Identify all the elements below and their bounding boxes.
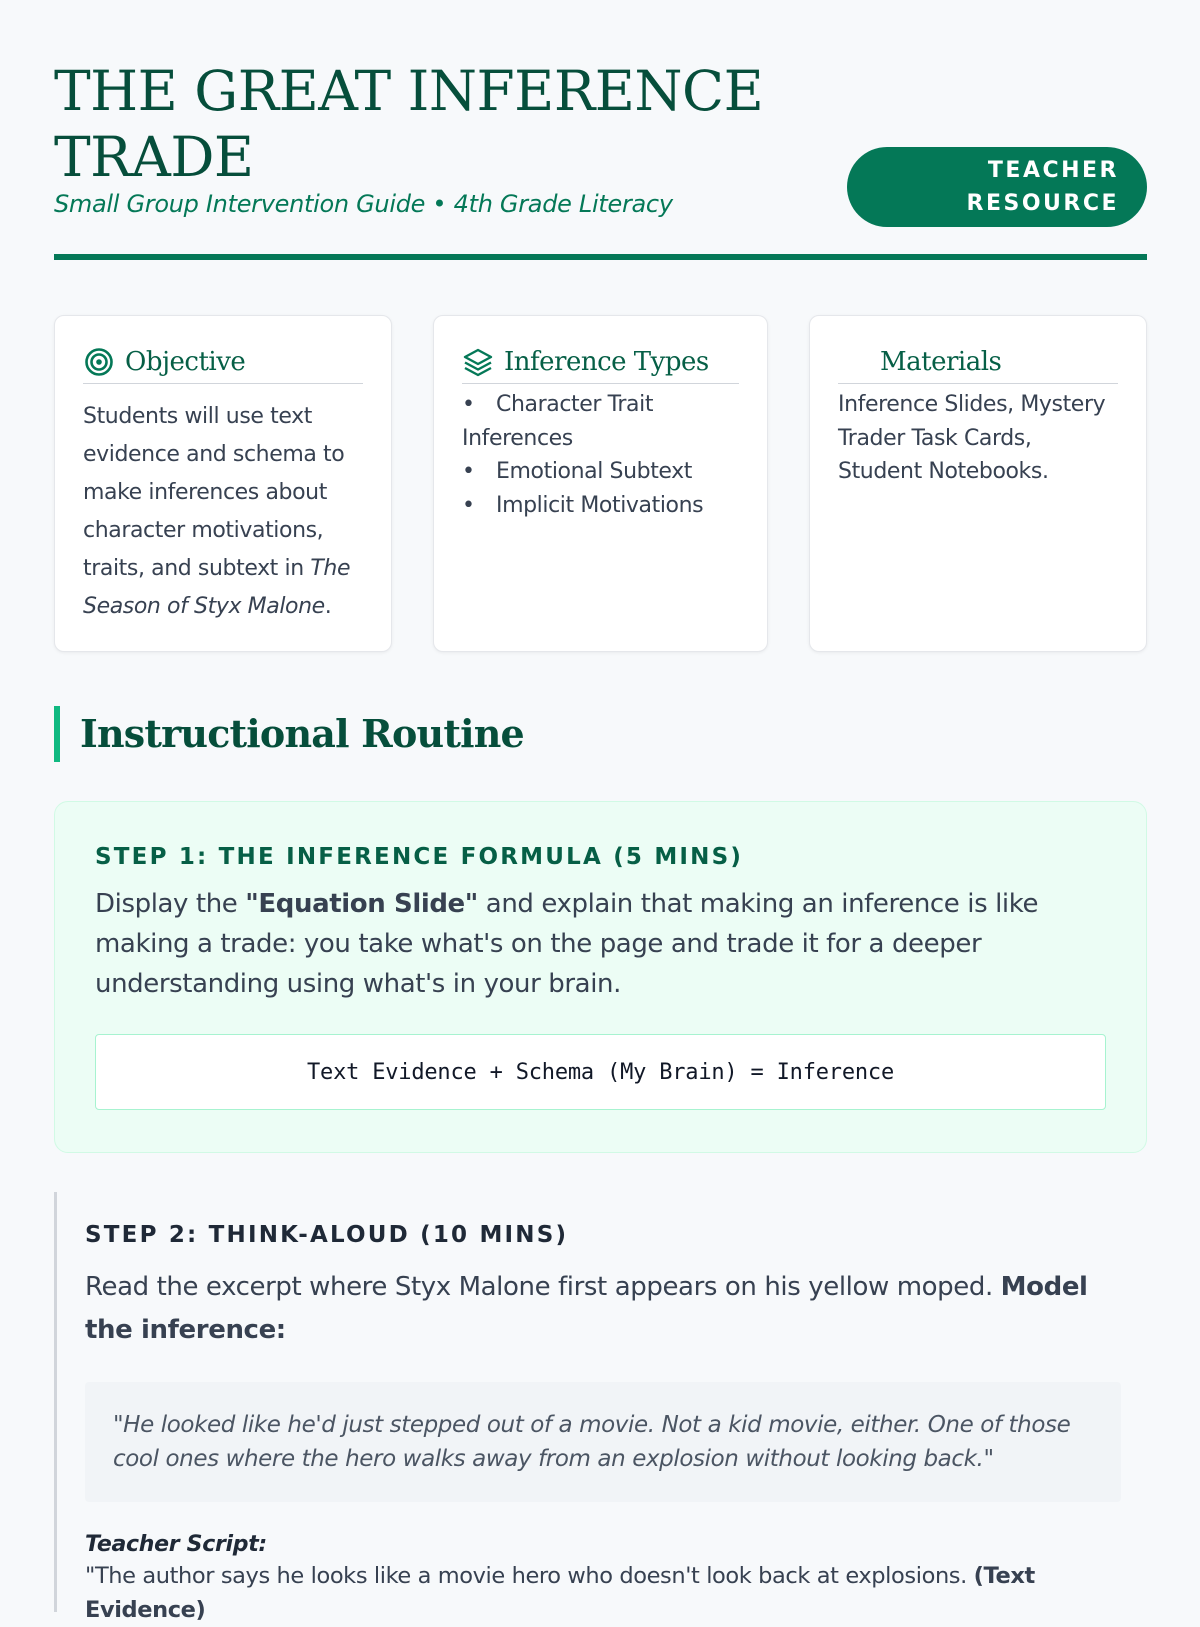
objective-title: Objective: [125, 346, 246, 377]
list-item: • Implicit Motivations: [462, 489, 739, 523]
page-title: THE GREAT INFERENCE TRADE: [54, 59, 764, 189]
page-subtitle: Small Group Intervention Guide • 4th Grade Literacy: [54, 190, 673, 218]
step-2-body: [85, 1266, 1121, 1352]
equation-slide-ref: "Equation Slide": [245, 889, 478, 919]
materials-icon-placeholder: [838, 346, 870, 378]
inference-types-card: [433, 315, 768, 652]
step-1-body: [95, 884, 1106, 1004]
book-title: The Season of Styx Malone: [83, 556, 351, 619]
objective-card-header: [83, 344, 363, 384]
objective-text: [83, 398, 363, 626]
teacher-resource-badge: [847, 147, 1147, 227]
objective-text-end: .: [324, 594, 332, 619]
list-item: • Character Trait Inferences: [462, 388, 739, 455]
objective-text-main: Students will use text evidence and schema to make inferences about character motivations, traits, and subtext in: [83, 404, 345, 581]
inference-types-card-header: [462, 344, 739, 384]
step-2-body-start: Read the excerpt where Styx Malone first appears on his yellow moped.: [85, 1272, 1001, 1302]
section-heading: Instructional Routine: [54, 706, 524, 762]
materials-card: [809, 315, 1147, 652]
inference-types-list: [462, 388, 739, 522]
step-1-body-start: Display the: [95, 889, 246, 919]
model-inference-label: Model the inference:: [85, 1272, 1088, 1345]
step-1-body-end: and explain that making an inference is like making a trade: you take what's on the page and trade it for a deeper understanding using what's in your brain.: [95, 889, 1039, 999]
step-2-label: STEP 2: THINK-ALOUD (10 MINS): [85, 1222, 569, 1248]
list-item: • Emotional Subtext: [462, 455, 739, 489]
excerpt-quote: "He looked like he'd just stepped out of a movie. Not a kid movie, either. One of those cool ones where the hero walks away from an explosion without looking back.": [85, 1382, 1121, 1502]
page: [54, 0, 1147, 1623]
layers-icon: [462, 346, 494, 378]
step-2-panel: [54, 1192, 1147, 1623]
text-evidence-tag: (Text Evidence): [85, 1563, 1035, 1623]
objective-card: [54, 315, 392, 652]
materials-title: Materials: [880, 346, 1002, 377]
materials-text: Inference Slides, Mystery Trader Task Cards, Student Notebooks.: [838, 392, 1106, 484]
step-1-panel: [54, 801, 1147, 1153]
header-divider: [54, 254, 1147, 260]
inference-formula: Text Evidence + Schema (My Brain) = Inference: [95, 1034, 1106, 1110]
badge-label: TEACHER RESOURCE: [966, 158, 1119, 216]
teacher-script-label: Teacher Script:: [85, 1532, 267, 1557]
teacher-script-main: "The author says he looks like a movie hero who doesn't look back at explosions.: [85, 1563, 974, 1589]
inference-types-title: Inference Types: [504, 346, 709, 377]
target-icon: [83, 346, 115, 378]
teacher-script-text: [85, 1559, 1121, 1627]
materials-card-header: [838, 344, 1118, 384]
header: [54, 0, 1147, 262]
step-1-label: STEP 1: THE INFERENCE FORMULA (5 MINS): [95, 844, 744, 870]
